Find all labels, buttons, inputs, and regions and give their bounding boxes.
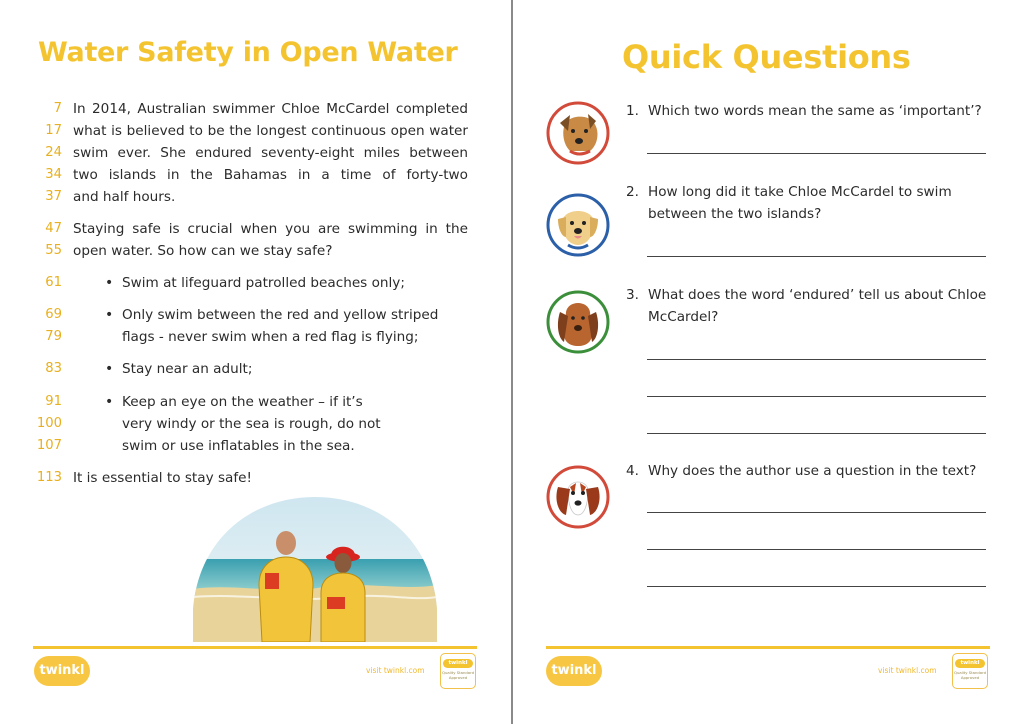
line-number: 61 bbox=[45, 275, 62, 290]
bullet-text: flags - never swim when a red flag is flying; bbox=[122, 329, 419, 345]
bullet-item bbox=[30, 358, 470, 380]
line-number: 34 bbox=[45, 167, 62, 182]
line-number: 91 bbox=[45, 394, 62, 409]
line-number: 47 bbox=[45, 221, 62, 236]
text-line bbox=[30, 186, 470, 208]
bullet-icon: • bbox=[105, 275, 114, 291]
bullet-icon: • bbox=[105, 394, 114, 410]
line-text: and half hours. bbox=[73, 189, 176, 205]
bullet-item bbox=[30, 304, 470, 326]
bullet-icon: • bbox=[105, 361, 114, 377]
bullet-text: Swim at lifeguard patrolled beaches only; bbox=[122, 275, 405, 291]
page-title-right: Quick Questions bbox=[622, 38, 911, 76]
line-text: swim ever. She endured seventy-eight miles between bbox=[73, 145, 468, 161]
answer-line[interactable] bbox=[647, 256, 986, 257]
line-number: 17 bbox=[45, 123, 62, 138]
line-text: It is essential to stay safe! bbox=[73, 470, 252, 486]
twinkl-logo[interactable]: twinkl bbox=[34, 656, 90, 686]
answer-line[interactable] bbox=[647, 549, 986, 550]
bullet-text: Only swim between the red and yellow striped bbox=[122, 307, 439, 323]
golden-retriever-icon bbox=[546, 193, 610, 257]
quality-badge-icon: twinkl Quality Standard Approved bbox=[952, 653, 988, 689]
text-line bbox=[30, 240, 470, 262]
spaniel-icon bbox=[546, 465, 610, 529]
footer-divider bbox=[33, 646, 477, 649]
visit-link[interactable]: visit twinkl.com bbox=[878, 666, 937, 675]
bullet-item bbox=[30, 272, 470, 294]
answer-line[interactable] bbox=[647, 586, 986, 587]
line-text: Staying safe is crucial when you are swimming in the bbox=[73, 221, 468, 237]
text-line bbox=[30, 435, 470, 457]
line-number: 69 bbox=[45, 307, 62, 322]
line-number: 79 bbox=[45, 329, 62, 344]
twinkl-logo[interactable]: twinkl bbox=[546, 656, 602, 686]
footer-divider bbox=[546, 646, 990, 649]
quality-badge-icon: twinkl Quality Standard Approved bbox=[440, 653, 476, 689]
answer-line[interactable] bbox=[647, 396, 986, 397]
line-text: two islands in the Bahamas in a time of forty-two bbox=[73, 167, 468, 183]
bullet-icon: • bbox=[105, 307, 114, 323]
text-line bbox=[30, 218, 470, 240]
line-text: what is believed to be the longest continuous open water bbox=[73, 123, 468, 139]
answer-line[interactable] bbox=[647, 153, 986, 154]
line-text: In 2014, Australian swimmer Chloe McCardel completed bbox=[73, 101, 468, 117]
bullet-text: Keep an eye on the weather – if it’s bbox=[122, 394, 363, 410]
line-number: 7 bbox=[53, 101, 62, 116]
line-number: 24 bbox=[45, 145, 62, 160]
line-number: 107 bbox=[36, 438, 62, 453]
bullet-text: Stay near an adult; bbox=[122, 361, 253, 377]
bloodhound-icon bbox=[546, 290, 610, 354]
line-text: open water. So how can we stay safe? bbox=[73, 243, 333, 259]
page-title-left: Water Safety in Open Water bbox=[38, 37, 458, 68]
line-number: 100 bbox=[36, 416, 62, 431]
visit-link[interactable]: visit twinkl.com bbox=[366, 666, 425, 675]
lifeguards-illustration bbox=[193, 497, 437, 642]
bullet-item bbox=[30, 391, 470, 413]
text-line bbox=[30, 413, 470, 435]
terrier-dog-icon bbox=[546, 101, 610, 165]
line-number: 113 bbox=[36, 470, 62, 485]
text-line bbox=[30, 164, 470, 186]
text-line bbox=[30, 98, 470, 120]
text-line bbox=[30, 326, 470, 348]
page-divider bbox=[511, 0, 513, 724]
bullet-text: swim or use inflatables in the sea. bbox=[122, 438, 355, 454]
answer-line[interactable] bbox=[647, 433, 986, 434]
line-number: 55 bbox=[45, 243, 62, 258]
text-line bbox=[30, 120, 470, 142]
answer-line[interactable] bbox=[647, 359, 986, 360]
line-number: 37 bbox=[45, 189, 62, 204]
bullet-text: very windy or the sea is rough, do not bbox=[122, 416, 381, 432]
text-line bbox=[30, 467, 470, 489]
answer-line[interactable] bbox=[647, 512, 986, 513]
line-number: 83 bbox=[45, 361, 62, 376]
text-line bbox=[30, 142, 470, 164]
